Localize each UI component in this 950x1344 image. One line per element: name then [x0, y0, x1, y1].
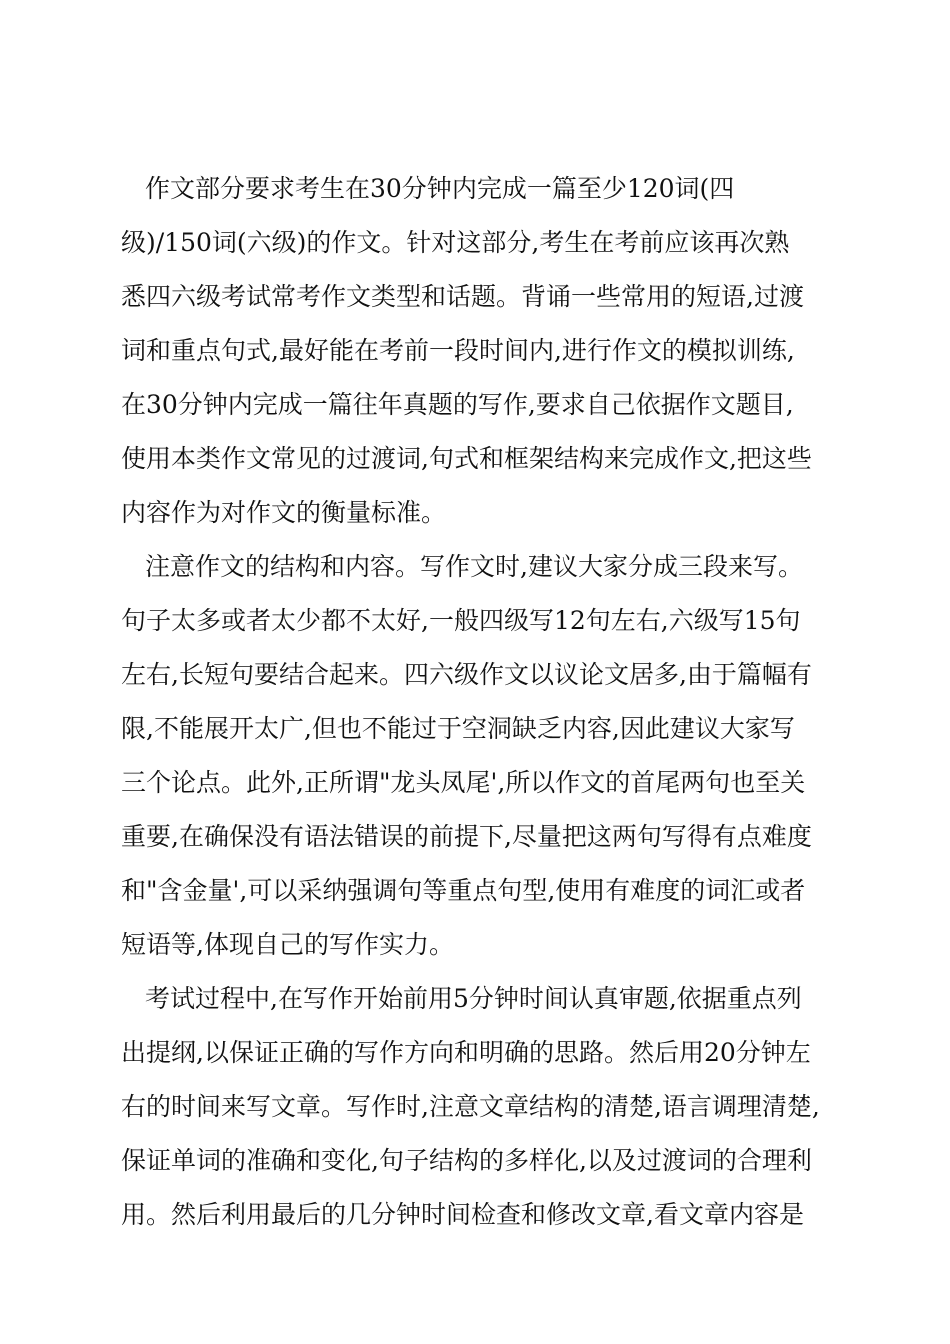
- paragraph-3-line-3: 右的时间来写文章。写作时,注意文章结构的清楚,语言调理清楚,: [121, 1092, 820, 1121]
- paragraph-1-line-7: 内容作为对作文的衡量标准。: [121, 498, 447, 527]
- paragraph-2-line-7: 和"含金量',可以采纳强调句等重点句型,使用有难度的词汇或者: [121, 876, 806, 905]
- paragraph-1-line-2: 级)/150词(六级)的作文。针对这部分,考生在考前应该再次熟: [121, 228, 790, 257]
- paragraph-1-line-5: 在30分钟内完成一篇往年真题的写作,要求自己依据作文题目,: [121, 390, 794, 419]
- paragraph-3-line-1: 考试过程中,在写作开始前用5分钟时间认真审题,依据重点列: [145, 984, 802, 1013]
- paragraph-3-line-4: 保证单词的准确和变化,句子结构的多样化,以及过渡词的合理利: [121, 1146, 812, 1175]
- paragraph-2-line-4: 限,不能展开太广,但也不能过于空洞缺乏内容,因此建议大家写: [121, 714, 795, 743]
- paragraph-1-line-3: 悉四六级考试常考作文类型和话题。背诵一些常用的短语,过渡: [121, 282, 804, 311]
- paragraph-2-line-6: 重要,在确保没有语法错误的前提下,尽量把这两句写得有点难度: [121, 822, 812, 851]
- paragraph-1-line-1: 作文部分要求考生在30分钟内完成一篇至少120词(四: [145, 174, 735, 203]
- paragraph-2-line-5: 三个论点。此外,正所谓"龙头凤尾',所以作文的首尾两句也至关: [121, 768, 806, 797]
- paragraph-2-line-3: 左右,长短句要结合起来。四六级作文以议论文居多,由于篇幅有: [121, 660, 812, 689]
- paragraph-2-line-8: 短语等,体现自己的写作实力。: [121, 930, 454, 959]
- paragraph-3-line-5: 用。然后利用最后的几分钟时间检查和修改文章,看文章内容是: [121, 1200, 804, 1229]
- paragraph-3-line-2: 出提纲,以保证正确的写作方向和明确的思路。然后用20分钟左: [121, 1038, 811, 1067]
- paragraph-2-line-2: 句子太多或者太少都不太好,一般四级写12句左右,六级写15句: [121, 606, 801, 635]
- paragraph-1-line-4: 词和重点句式,最好能在考前一段时间内,进行作文的模拟训练,: [121, 336, 795, 365]
- paragraph-1-line-6: 使用本类作文常见的过渡词,句式和框架结构来完成作文,把这些: [121, 444, 812, 473]
- paragraph-2-line-1: 注意作文的结构和内容。写作文时,建议大家分成三段来写。: [145, 552, 803, 581]
